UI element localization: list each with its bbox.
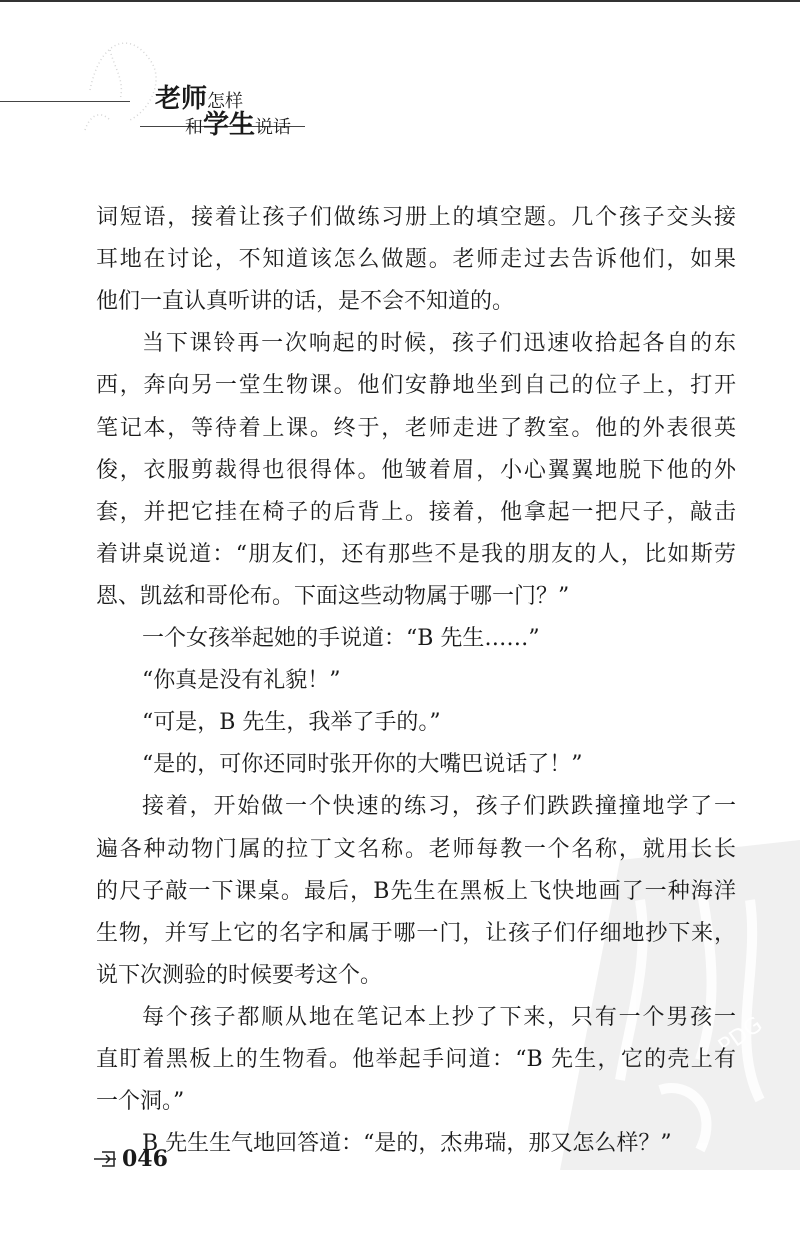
title-small: 说话: [255, 117, 292, 138]
page-number-text: 046: [122, 1146, 168, 1172]
title-bold: 老师: [155, 84, 208, 114]
text-line: 一个洞。”: [96, 1089, 185, 1115]
text-line: 遍各种动物门属的拉丁文名称。老师每教一个名称，就用长长: [96, 836, 736, 862]
page-marker-icon: [92, 1149, 118, 1169]
page-number: [92, 1146, 168, 1172]
text-line: 的尺子敲一下课桌。最后，B先生在黑板上飞快地画了一种海洋: [96, 878, 736, 904]
text-line: 着讲桌说道：“朋友们，还有那些不是我的朋友的人，比如斯劳: [96, 541, 736, 567]
watermark-text: PDG: [714, 1012, 768, 1060]
text-line: 恩、凯兹和哥伦布。下面这些动物属于哪一门？”: [96, 583, 570, 609]
text-line: 当下课铃再一次响起的时候，孩子们迅速收拾起各自的东: [142, 331, 736, 357]
text-line: 耳地在讨论，不知道该怎么做题。老师走过去告诉他们，如果: [96, 247, 736, 273]
title-small: 和: [185, 117, 203, 138]
text-line: “是的，可你还同时张开你的大嘴巴说话了！”: [142, 752, 583, 778]
text-line: B 先生生气地回答道：“是的，杰弗瑞，那又怎么样？”: [142, 1131, 672, 1157]
text-line: 西，奔向另一堂生物课。他们安静地坐到自己的位子上，打开: [96, 373, 736, 399]
text-line: 说下次测验的时候要考这个。: [96, 962, 383, 988]
text-line: 笔记本，等待着上课。终于，老师走进了教室。他的外表很英: [96, 415, 736, 441]
text-line: “可是，B 先生，我举了手的。”: [142, 710, 441, 736]
text-line: “你真是没有礼貌！”: [142, 668, 341, 694]
title-small: 怎样: [207, 91, 244, 112]
text-line: 俊，衣服剪裁得也很得体。他皱着眉，小心翼翼地脱下他的外: [96, 457, 736, 483]
text-line: 直盯着黑板上的生物看。他举起手问道：“B 先生，它的壳上有: [96, 1047, 736, 1072]
text-line: 词短语，接着让孩子们做练习册上的填空题。几个孩子交头接: [96, 205, 736, 230]
title-bold: 学生: [203, 110, 256, 140]
text-line: 生物，并写上它的名字和属于哪一门，让孩子们仔细地抄下来，: [96, 920, 736, 946]
text-line: 接着，开始做一个快速的练习，孩子们跌跌撞撞地学了一: [142, 794, 736, 820]
text-line: 每个孩子都顺从地在笔记本上抄了下来，只有一个男孩一: [142, 1004, 736, 1030]
text-line: 一个女孩举起她的手说道：“B 先生……”: [142, 626, 540, 651]
text-line: 套，并把它挂在椅子的后背上。接着，他拿起一把尺子，敲击: [96, 499, 736, 525]
text-line: 他们一直认真听讲的话，是不会不知道的。: [96, 289, 515, 315]
